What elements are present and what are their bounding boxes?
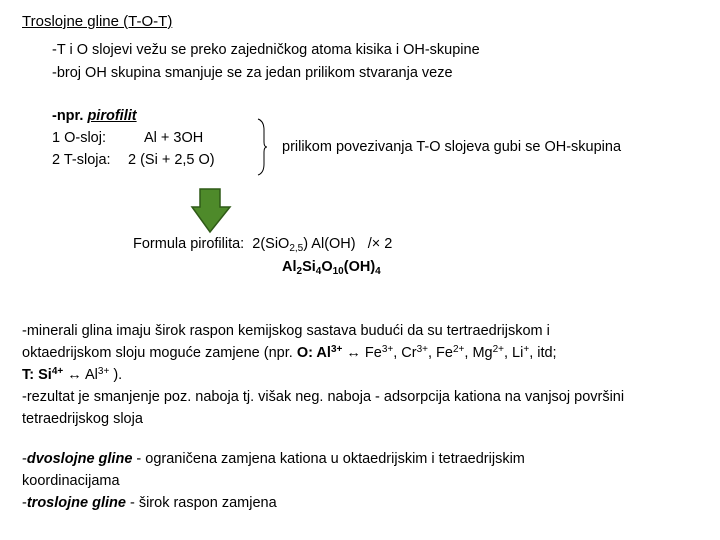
text: , Li [504, 345, 524, 361]
formula-part: O [321, 259, 333, 275]
formula-line-2 [282, 259, 381, 276]
term: troslojne gline [26, 495, 126, 511]
formula-sub: 4 [315, 266, 322, 277]
superscript: 2+ [452, 344, 465, 355]
troslojne-line [22, 492, 712, 514]
text: , Fe [428, 345, 453, 361]
term: dvoslojne gline [26, 451, 133, 467]
down-arrow-icon [190, 188, 232, 234]
dvoslojne-line [22, 448, 712, 470]
formula-sub: 2 [296, 266, 303, 277]
example-heading [52, 108, 137, 125]
superscript: 3+ [416, 344, 428, 355]
o-layer-value: Al + 3OH [144, 130, 204, 146]
t-layer-value: 2 (Si + 2,5 O) [128, 152, 215, 168]
formula-part: Si [302, 259, 316, 275]
formula-sub: 10 [332, 266, 344, 277]
text: , Mg [464, 345, 493, 361]
text: , itd; [529, 345, 557, 361]
formula-part: 2(SiO [252, 236, 290, 252]
minerals-line-1: -minerali glina imaju širok raspon kemijskog sastava budući da su tertraedrijskom i [22, 323, 550, 339]
superscript: 4+ [51, 366, 64, 377]
text [22, 367, 63, 383]
page-title: Troslojne gline (T-O-T) [22, 13, 173, 30]
superscript: 2+ [492, 344, 504, 355]
formula-label: Formula pirofilita: [133, 236, 245, 252]
formula-part: ) Al(OH) [303, 236, 356, 252]
formula-part: (OH) [343, 259, 376, 275]
right-brace [256, 118, 268, 176]
minerals-line-3 [22, 364, 712, 386]
t-layer-label: 2 T-sloja: [52, 152, 111, 168]
example-prefix: -npr. [52, 108, 84, 124]
text: , Cr [393, 345, 417, 361]
formula-part: Al [282, 259, 297, 275]
intro-line-1: -T i O slojevi vežu se preko zajedničkog atoma kisika i OH-skupine [52, 42, 480, 58]
superscript: 3+ [381, 344, 394, 355]
text: oktaedrijskom sloju moguće zamjene (npr. [22, 345, 293, 361]
formula-multiplier: /× 2 [367, 236, 393, 252]
text: - [22, 451, 27, 467]
minerals-paragraph [22, 320, 712, 430]
minerals-line-2 [22, 342, 712, 364]
text: Al [84, 367, 98, 383]
superscript: 3+ [330, 344, 343, 355]
bond-note: prilikom povezivanja T-O slojeva gubi se OH-skupina [282, 139, 622, 155]
double-arrow-icon: ↔ [346, 345, 361, 361]
formula-line-1 [133, 236, 392, 253]
double-arrow-icon: ↔ [67, 367, 82, 383]
formula-sub: 4 [375, 266, 381, 277]
superscript: + [523, 344, 530, 355]
intro-line-2: -broj OH skupina smanjuje se za jedan prilikom stvaranja veze [52, 65, 453, 81]
text: T: Si [22, 367, 52, 383]
text: O: Al [296, 345, 331, 361]
text [297, 345, 343, 361]
text: - ograničena zamjena kationa u oktaedrijskim i tetraedrijskim [136, 451, 525, 467]
formula-sub: 2,5 [289, 243, 304, 254]
minerals-line-4: -rezultat je smanjenje poz. naboja tj. višak neg. naboja - adsorpcija kationa na vanjsoj površini [22, 389, 625, 405]
example-mineral: pirofilit [87, 108, 137, 124]
minerals-line-5: tetraedrijskog sloja [22, 411, 143, 427]
text: ). [113, 367, 123, 383]
o-layer-label: 1 O-sloj: [52, 130, 106, 146]
clay-types-paragraph [22, 448, 712, 514]
dvoslojne-line-2: koordinacijama [22, 473, 120, 489]
superscript: 3+ [97, 366, 110, 377]
text: Fe [364, 345, 382, 361]
text: - [22, 495, 27, 511]
text: - širok raspon zamjena [129, 495, 277, 511]
